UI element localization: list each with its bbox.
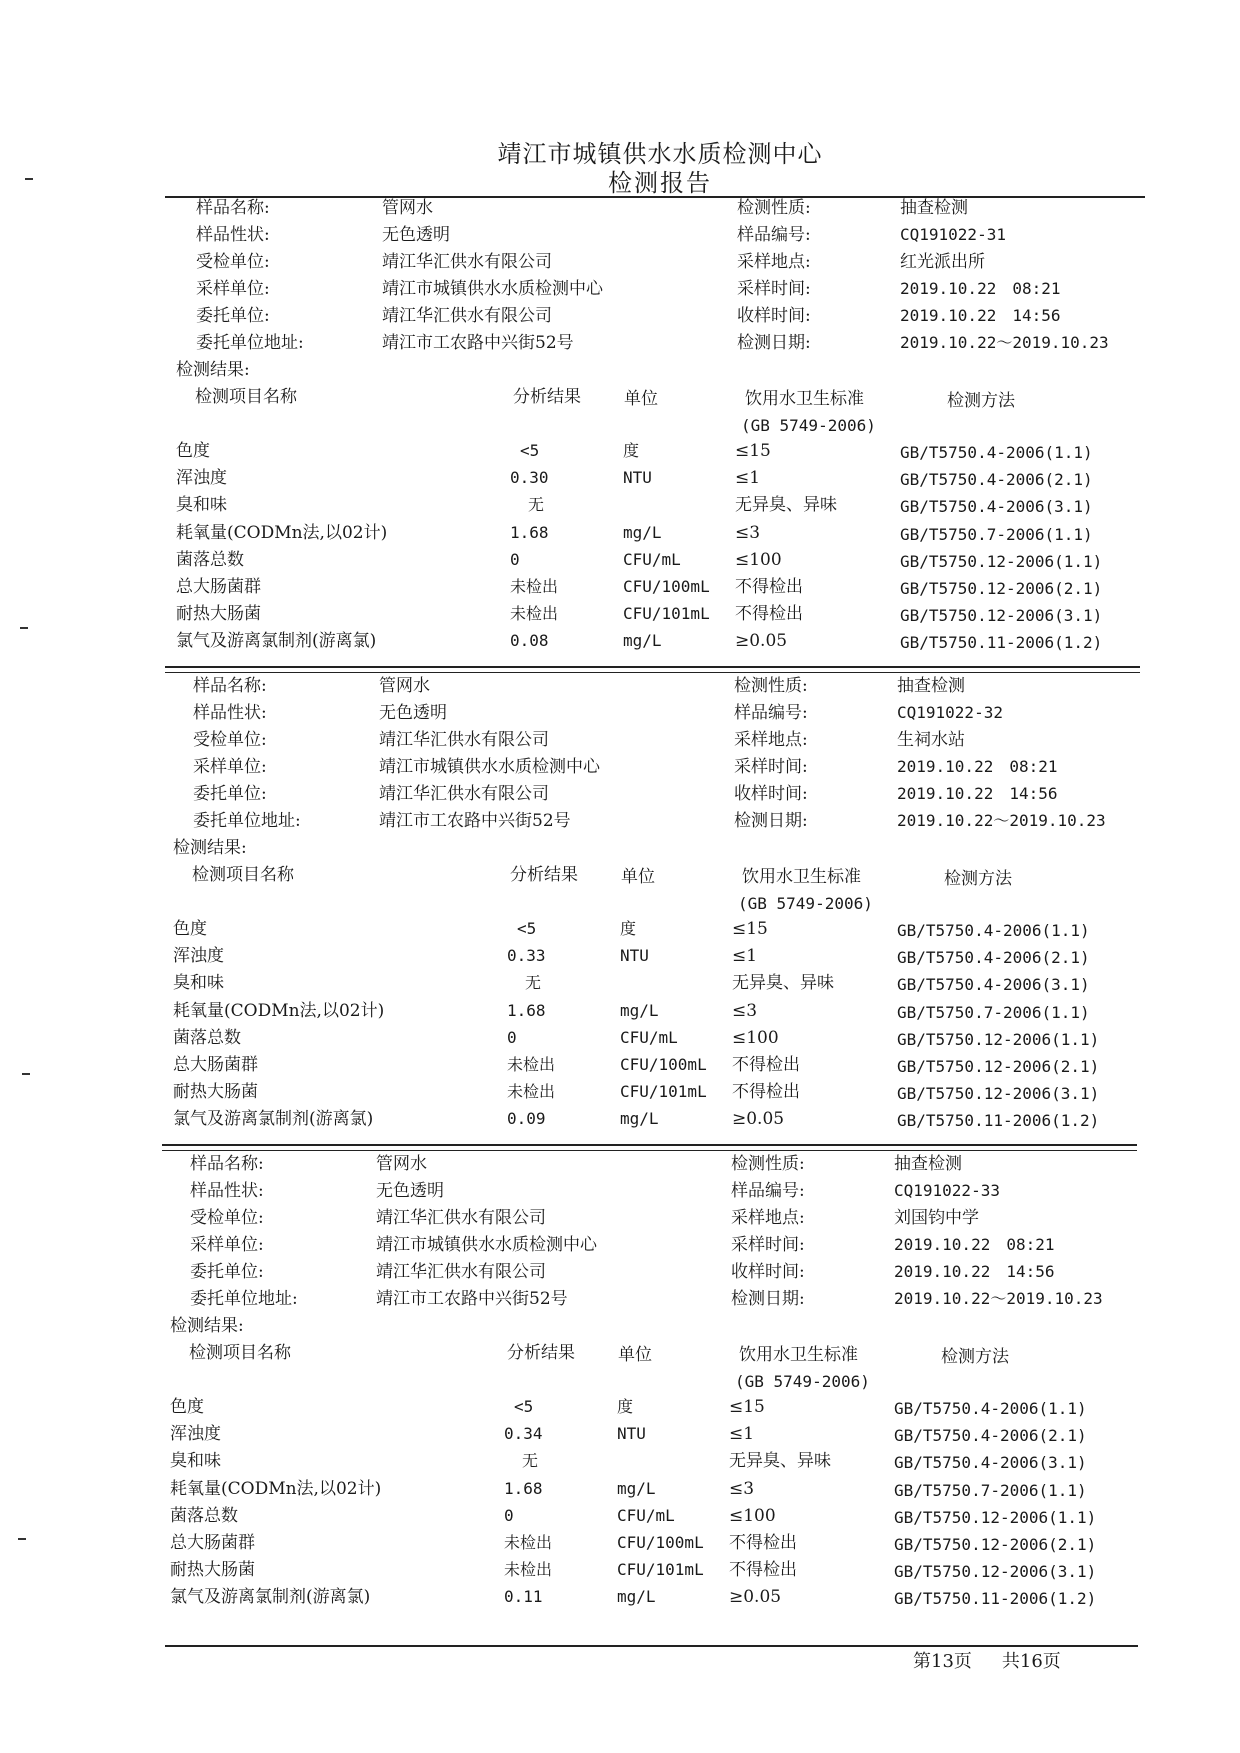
value-entrust-unit: 靖江华汇供水有限公司: [376, 1262, 546, 1282]
column-header-standard-sub: (GB 5749-2006): [738, 894, 873, 913]
table-cell-item: 色度: [170, 1397, 204, 1417]
value-test-date: 2019.10.22～2019.10.23: [897, 811, 1106, 830]
table-cell-item: 氯气及游离氯制剂(游离氯): [170, 1587, 371, 1608]
value-inspected-unit: 靖江华汇供水有限公司: [376, 1208, 546, 1228]
table-cell-unit: mg/L: [617, 1587, 656, 1607]
table-cell-method: GB/T5750.12-2006(1.1): [897, 1029, 1100, 1049]
table-cell-standard: ≤3: [735, 522, 761, 543]
label-test-date: 检测日期:: [731, 1289, 805, 1309]
table-cell-unit: CFU/101mL: [623, 604, 710, 624]
sample-section: [0, 478, 1237, 1131]
table-cell-item: 菌落总数: [176, 549, 244, 570]
value-sample-no: CQ191022-33: [894, 1181, 1000, 1200]
value-sample-state: 无色透明: [376, 1181, 444, 1201]
table-cell-unit: 度: [623, 441, 640, 460]
table-cell-result: 0.34: [504, 1424, 543, 1444]
table-cell-result: 未检出: [507, 1055, 556, 1074]
table-cell-method: GB/T5750.12-2006(1.1): [894, 1507, 1097, 1527]
table-cell-result: 无: [525, 973, 542, 993]
column-header-result: 分析结果: [513, 387, 581, 407]
label-location: 采样地点:: [731, 1208, 805, 1228]
table-cell-method: GB/T5750.4-2006(2.1): [894, 1426, 1087, 1446]
table-cell-item: 耐热大肠菌: [170, 1560, 255, 1581]
label-entrust-unit: 委托单位:: [193, 784, 267, 804]
table-cell-unit: CFU/mL: [620, 1027, 678, 1047]
label-sample-no: 样品编号:: [737, 225, 811, 245]
table-cell-standard: ≥0.05: [732, 1109, 785, 1130]
scan-mark: [20, 627, 28, 629]
table-cell-result: 0: [504, 1505, 514, 1525]
value-sample-name: 管网水: [379, 676, 430, 696]
value-entrust-unit: 靖江华汇供水有限公司: [379, 784, 549, 804]
label-test-date: 检测日期:: [734, 811, 808, 831]
table-cell-standard: 不得检出: [732, 1055, 800, 1075]
value-nature: 抽查检测: [900, 198, 968, 218]
results-label: 检测结果:: [176, 360, 250, 380]
table-cell-method: GB/T5750.4-2006(3.1): [900, 497, 1093, 517]
value-nature: 抽查检测: [897, 676, 965, 696]
table-cell-unit: CFU/mL: [623, 549, 681, 569]
table-cell-unit: mg/L: [623, 631, 662, 651]
table-cell-standard: 无异臭、异味: [729, 1451, 831, 1472]
table-cell-result: 未检出: [507, 1082, 556, 1102]
table-cell-item: 总大肠菌群: [176, 577, 261, 597]
table-cell-result: 未检出: [504, 1533, 553, 1552]
sample-section: [0, 956, 1234, 1609]
table-cell-standard: ≤15: [729, 1397, 765, 1417]
table-cell-item: 臭和味: [173, 973, 224, 994]
value-receive-time: 2019.10.22 14:56: [897, 784, 1058, 803]
page-total: 共16页: [1001, 1651, 1061, 1672]
value-entrust-address: 靖江市工农路中兴街52号: [379, 811, 571, 831]
label-entrust-address: 委托单位地址:: [193, 811, 301, 831]
table-cell-unit: NTU: [623, 468, 652, 488]
column-header-unit: 单位: [618, 1345, 652, 1365]
label-test-date: 检测日期:: [737, 333, 811, 353]
table-cell-unit: mg/L: [620, 1109, 659, 1129]
table-cell-method: GB/T5750.12-2006(1.1): [900, 551, 1103, 571]
table-cell-method: GB/T5750.12-2006(2.1): [894, 1535, 1097, 1554]
table-cell-item: 耗氧量(CODMn法,以02计): [176, 522, 388, 543]
table-cell-unit: CFU/mL: [617, 1505, 675, 1525]
table-cell-unit: 度: [620, 919, 637, 938]
table-cell-method: GB/T5750.11-2006(1.2): [894, 1589, 1097, 1609]
value-nature: 抽查检测: [894, 1154, 962, 1174]
label-sampling-time: 采样时间:: [731, 1235, 805, 1255]
value-sample-name: 管网水: [376, 1154, 427, 1174]
table-cell-result: <5: [517, 919, 537, 938]
table-cell-item: 耐热大肠菌: [176, 604, 261, 625]
table-cell-unit: CFU/100mL: [620, 1055, 707, 1074]
label-sampling-unit: 采样单位:: [196, 279, 270, 299]
column-header-result: 分析结果: [507, 1343, 575, 1363]
scan-mark: [18, 1538, 26, 1540]
table-cell-result: <5: [520, 441, 540, 460]
table-cell-method: GB/T5750.12-2006(2.1): [897, 1057, 1100, 1076]
table-cell-standard: ≥0.05: [729, 1587, 782, 1608]
column-header-method: 检测方法: [944, 869, 1012, 889]
table-cell-item: 臭和味: [176, 495, 227, 516]
table-cell-unit: mg/L: [623, 522, 662, 542]
table-cell-method: GB/T5750.4-2006(1.1): [897, 921, 1090, 940]
table-cell-method: GB/T5750.11-2006(1.2): [900, 633, 1103, 653]
label-entrust-address: 委托单位地址:: [190, 1289, 298, 1309]
label-sampling-unit: 采样单位:: [190, 1235, 264, 1255]
value-test-date: 2019.10.22～2019.10.23: [894, 1289, 1103, 1308]
table-cell-item: 臭和味: [170, 1451, 221, 1472]
sample-section: [0, 0, 1240, 653]
value-sample-no: CQ191022-32: [897, 703, 1003, 722]
table-cell-unit: mg/L: [620, 1000, 659, 1020]
label-entrust-unit: 委托单位:: [196, 306, 270, 326]
table-cell-unit: 度: [617, 1397, 634, 1416]
column-header-standard-sub: (GB 5749-2006): [741, 416, 876, 435]
scan-mark: [22, 1073, 30, 1075]
report-title: 检测报告: [608, 169, 712, 197]
table-cell-method: GB/T5750.7-2006(1.1): [894, 1480, 1087, 1500]
table-cell-method: GB/T5750.4-2006(2.1): [900, 470, 1093, 490]
table-cell-result: 0: [507, 1027, 517, 1047]
table-cell-method: GB/T5750.4-2006(3.1): [897, 975, 1090, 995]
column-header-standard: 饮用水卫生标准: [742, 867, 861, 887]
table-cell-standard: 不得检出: [729, 1560, 797, 1581]
results-label: 检测结果:: [170, 1316, 244, 1336]
label-receive-time: 收样时间:: [734, 784, 808, 804]
value-sampling-time: 2019.10.22 08:21: [900, 279, 1061, 298]
table-cell-standard: 无异臭、异味: [732, 973, 834, 994]
table-cell-item: 菌落总数: [173, 1027, 241, 1048]
table-cell-standard: 不得检出: [735, 577, 803, 597]
label-sample-state: 样品性状:: [193, 703, 267, 723]
label-sampling-time: 采样时间:: [734, 757, 808, 777]
table-cell-method: GB/T5750.4-2006(3.1): [894, 1453, 1087, 1473]
table-cell-unit: CFU/100mL: [617, 1533, 704, 1552]
column-header-unit: 单位: [621, 867, 655, 887]
value-sample-no: CQ191022-31: [900, 225, 1006, 244]
table-cell-item: 氯气及游离氯制剂(游离氯): [176, 631, 377, 652]
table-cell-method: GB/T5750.12-2006(2.1): [900, 579, 1103, 598]
value-location: 刘国钧中学: [894, 1208, 979, 1228]
column-header-item: 检测项目名称: [195, 387, 297, 407]
table-cell-standard: 无异臭、异味: [735, 495, 837, 516]
table-cell-method: GB/T5750.4-2006(1.1): [900, 443, 1093, 462]
value-location: 红光派出所: [900, 252, 985, 272]
value-sample-name: 管网水: [382, 198, 433, 218]
table-cell-standard: ≤1: [729, 1424, 755, 1445]
label-entrust-unit: 委托单位:: [190, 1262, 264, 1282]
table-cell-item: 总大肠菌群: [173, 1055, 258, 1075]
column-header-item: 检测项目名称: [192, 865, 294, 885]
label-nature: 检测性质:: [734, 676, 808, 696]
column-header-result: 分析结果: [510, 865, 578, 885]
value-sampling-time: 2019.10.22 08:21: [897, 757, 1058, 776]
table-cell-result: 无: [528, 495, 545, 515]
value-sampling-unit: 靖江市城镇供水水质检测中心: [379, 757, 600, 777]
table-cell-result: <5: [514, 1397, 534, 1416]
label-location: 采样地点:: [734, 730, 808, 750]
value-test-date: 2019.10.22～2019.10.23: [900, 333, 1109, 352]
table-cell-unit: NTU: [620, 946, 649, 966]
table-cell-item: 浑浊度: [173, 946, 224, 967]
label-sample-state: 样品性状:: [196, 225, 270, 245]
table-cell-unit: CFU/101mL: [617, 1560, 704, 1580]
table-cell-result: 0.09: [507, 1109, 546, 1129]
column-header-standard: 饮用水卫生标准: [745, 389, 864, 409]
report-org-title: 靖江市城镇供水水质检测中心: [497, 140, 823, 168]
table-cell-result: 未检出: [510, 604, 559, 624]
table-cell-method: GB/T5750.4-2006(1.1): [894, 1399, 1087, 1418]
table-cell-item: 浑浊度: [170, 1424, 221, 1445]
table-cell-standard: ≥0.05: [735, 631, 788, 652]
table-cell-standard: 不得检出: [729, 1533, 797, 1553]
table-cell-standard: ≤100: [732, 1027, 779, 1048]
table-cell-standard: 不得检出: [735, 604, 803, 625]
column-header-item: 检测项目名称: [189, 1343, 291, 1363]
table-cell-standard: ≤15: [735, 441, 771, 461]
table-cell-item: 耗氧量(CODMn法,以02计): [173, 1000, 385, 1021]
label-sample-no: 样品编号:: [734, 703, 808, 723]
label-nature: 检测性质:: [731, 1154, 805, 1174]
page-number: 第13页: [913, 1651, 972, 1672]
label-sample-name: 样品名称:: [190, 1154, 264, 1174]
table-cell-result: 无: [522, 1451, 539, 1471]
value-location: 生祠水站: [897, 730, 965, 750]
value-entrust-unit: 靖江华汇供水有限公司: [382, 306, 552, 326]
table-cell-item: 耗氧量(CODMn法,以02计): [170, 1478, 382, 1499]
value-inspected-unit: 靖江华汇供水有限公司: [382, 252, 552, 272]
table-cell-result: 未检出: [510, 577, 559, 596]
value-receive-time: 2019.10.22 14:56: [900, 306, 1061, 325]
table-cell-unit: mg/L: [617, 1478, 656, 1498]
label-entrust-address: 委托单位地址:: [196, 333, 304, 353]
table-cell-unit: CFU/100mL: [623, 577, 710, 596]
table-cell-standard: ≤1: [735, 468, 761, 489]
table-cell-item: 耐热大肠菌: [173, 1082, 258, 1103]
table-cell-standard: ≤100: [735, 549, 782, 570]
table-cell-standard: 不得检出: [732, 1082, 800, 1103]
table-cell-unit: CFU/101mL: [620, 1082, 707, 1102]
label-location: 采样地点:: [737, 252, 811, 272]
table-cell-standard: ≤15: [732, 919, 768, 939]
table-cell-item: 浑浊度: [176, 468, 227, 489]
table-cell-result: 0: [510, 549, 520, 569]
table-cell-unit: NTU: [617, 1424, 646, 1444]
table-cell-result: 1.68: [504, 1478, 543, 1498]
scan-mark: [25, 178, 33, 180]
table-cell-item: 色度: [173, 919, 207, 939]
label-sample-name: 样品名称:: [193, 676, 267, 696]
table-cell-item: 总大肠菌群: [170, 1533, 255, 1553]
table-cell-result: 1.68: [507, 1000, 546, 1020]
table-cell-standard: ≤1: [732, 946, 758, 967]
value-sample-state: 无色透明: [382, 225, 450, 245]
column-header-standard-sub: (GB 5749-2006): [735, 1372, 870, 1391]
value-sample-state: 无色透明: [379, 703, 447, 723]
table-cell-method: GB/T5750.12-2006(3.1): [894, 1562, 1097, 1582]
table-cell-item: 菌落总数: [170, 1505, 238, 1526]
label-receive-time: 收样时间:: [737, 306, 811, 326]
value-inspected-unit: 靖江华汇供水有限公司: [379, 730, 549, 750]
value-sampling-unit: 靖江市城镇供水水质检测中心: [376, 1235, 597, 1255]
column-header-standard: 饮用水卫生标准: [739, 1345, 858, 1365]
page-footer: [913, 1647, 1091, 1673]
column-header-unit: 单位: [624, 389, 658, 409]
label-inspected-unit: 受检单位:: [196, 252, 270, 272]
table-cell-method: GB/T5750.4-2006(2.1): [897, 948, 1090, 968]
table-cell-method: GB/T5750.7-2006(1.1): [897, 1002, 1090, 1022]
table-cell-item: 氯气及游离氯制剂(游离氯): [173, 1109, 374, 1130]
column-header-method: 检测方法: [947, 391, 1015, 411]
label-sampling-time: 采样时间:: [737, 279, 811, 299]
table-cell-standard: ≤3: [729, 1478, 755, 1499]
table-cell-result: 未检出: [504, 1560, 553, 1580]
table-cell-result: 0.33: [507, 946, 546, 966]
value-entrust-address: 靖江市工农路中兴街52号: [382, 333, 574, 353]
table-cell-method: GB/T5750.7-2006(1.1): [900, 524, 1093, 544]
table-cell-standard: ≤3: [732, 1000, 758, 1021]
value-entrust-address: 靖江市工农路中兴街52号: [376, 1289, 568, 1309]
label-inspected-unit: 受检单位:: [193, 730, 267, 750]
value-receive-time: 2019.10.22 14:56: [894, 1262, 1055, 1281]
table-cell-item: 色度: [176, 441, 210, 461]
table-cell-result: 0.30: [510, 468, 549, 488]
table-cell-result: 1.68: [510, 522, 549, 542]
label-inspected-unit: 受检单位:: [190, 1208, 264, 1228]
value-sampling-time: 2019.10.22 08:21: [894, 1235, 1055, 1254]
label-sampling-unit: 采样单位:: [193, 757, 267, 777]
table-cell-method: GB/T5750.11-2006(1.2): [897, 1111, 1100, 1131]
table-cell-method: GB/T5750.12-2006(3.1): [897, 1084, 1100, 1104]
label-sample-name: 样品名称:: [196, 198, 270, 218]
label-sample-state: 样品性状:: [190, 1181, 264, 1201]
table-cell-method: GB/T5750.12-2006(3.1): [900, 606, 1103, 626]
table-cell-result: 0.08: [510, 631, 549, 651]
value-sampling-unit: 靖江市城镇供水水质检测中心: [382, 279, 603, 299]
label-sample-no: 样品编号:: [731, 1181, 805, 1201]
label-receive-time: 收样时间:: [731, 1262, 805, 1282]
column-header-method: 检测方法: [941, 1347, 1009, 1367]
results-label: 检测结果:: [173, 838, 247, 858]
label-nature: 检测性质:: [737, 198, 811, 218]
table-cell-standard: ≤100: [729, 1505, 776, 1526]
table-cell-result: 0.11: [504, 1587, 543, 1607]
